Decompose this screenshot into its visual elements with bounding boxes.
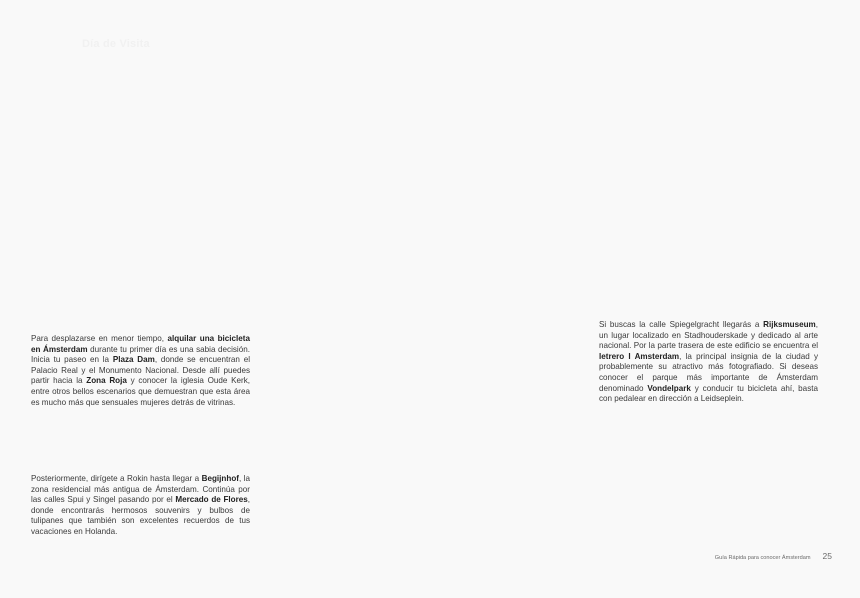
paragraph-begijnhof	[31, 474, 250, 538]
text-run: durante tu primer día es una sabia decisión. Inicia tu paseo en la	[31, 344, 250, 365]
text-run: y conocer la iglesia Oude Kerk, entre otros bellos escenarios que demuestran que esta área es mucho más que sensuales mujeres detrás de vitrinas.	[31, 376, 250, 407]
bold-text: Vondelpark	[647, 383, 691, 393]
text-run: , la zona residencial más antigua de Ámsterdam. Continúa por las calles Spui y Singel pasando por el	[31, 474, 250, 505]
bold-text: Mercado de Flores	[175, 495, 248, 505]
bold-text: Begijnhof	[201, 474, 239, 483]
text-run: Para desplazarse en menor tiempo,	[31, 334, 168, 343]
text-run: y conducir tu bicicleta ahí, basta con pedalear en dirección a Leidseplein.	[599, 383, 818, 404]
footer-guide-title: Guía Rápida para conocer Ámsterdam	[714, 555, 811, 561]
bold-text: alquilar una bicicleta en Ámsterdam	[31, 334, 250, 354]
bold-text: Rijksmuseum	[763, 320, 816, 329]
bold-text: Zona Roja	[86, 376, 127, 386]
page-footer	[715, 551, 832, 561]
text-run: , donde encontrarás hermosos souvenirs y bulbos de tulipanes que también son excelentes recuerdos de tus vacaciones en Holanda.	[31, 495, 250, 536]
section-title: Día de Visita	[82, 38, 150, 50]
text-run: Posteriormente, dirígete a Rokin hasta llegar a	[31, 474, 202, 483]
bold-text: Plaza Dam	[112, 355, 155, 365]
text-run: , donde se encuentran el Palacio Real y el Monumento Nacional. Desde allí puedes partir hacia la	[31, 355, 250, 386]
paragraph-rijksmuseum	[599, 320, 818, 405]
text-run: , un lugar localizado en Stadhouderskade y dedicado al arte nacional. Por la parte trasera de este edificio se encuentra el	[599, 320, 818, 351]
page-number: 25	[822, 551, 832, 561]
text-run: , la principal insignia de la ciudad y probablemente su atractivo más fotografiado. Si deseas conocer el parque más importante de Ámsterdam denominado	[599, 351, 819, 393]
paragraph-bicycle-rental	[31, 334, 250, 408]
text-run: Si buscas la calle Spiegelgracht llegarás a	[599, 320, 764, 329]
bold-text: letrero I Amsterdam	[599, 351, 680, 361]
